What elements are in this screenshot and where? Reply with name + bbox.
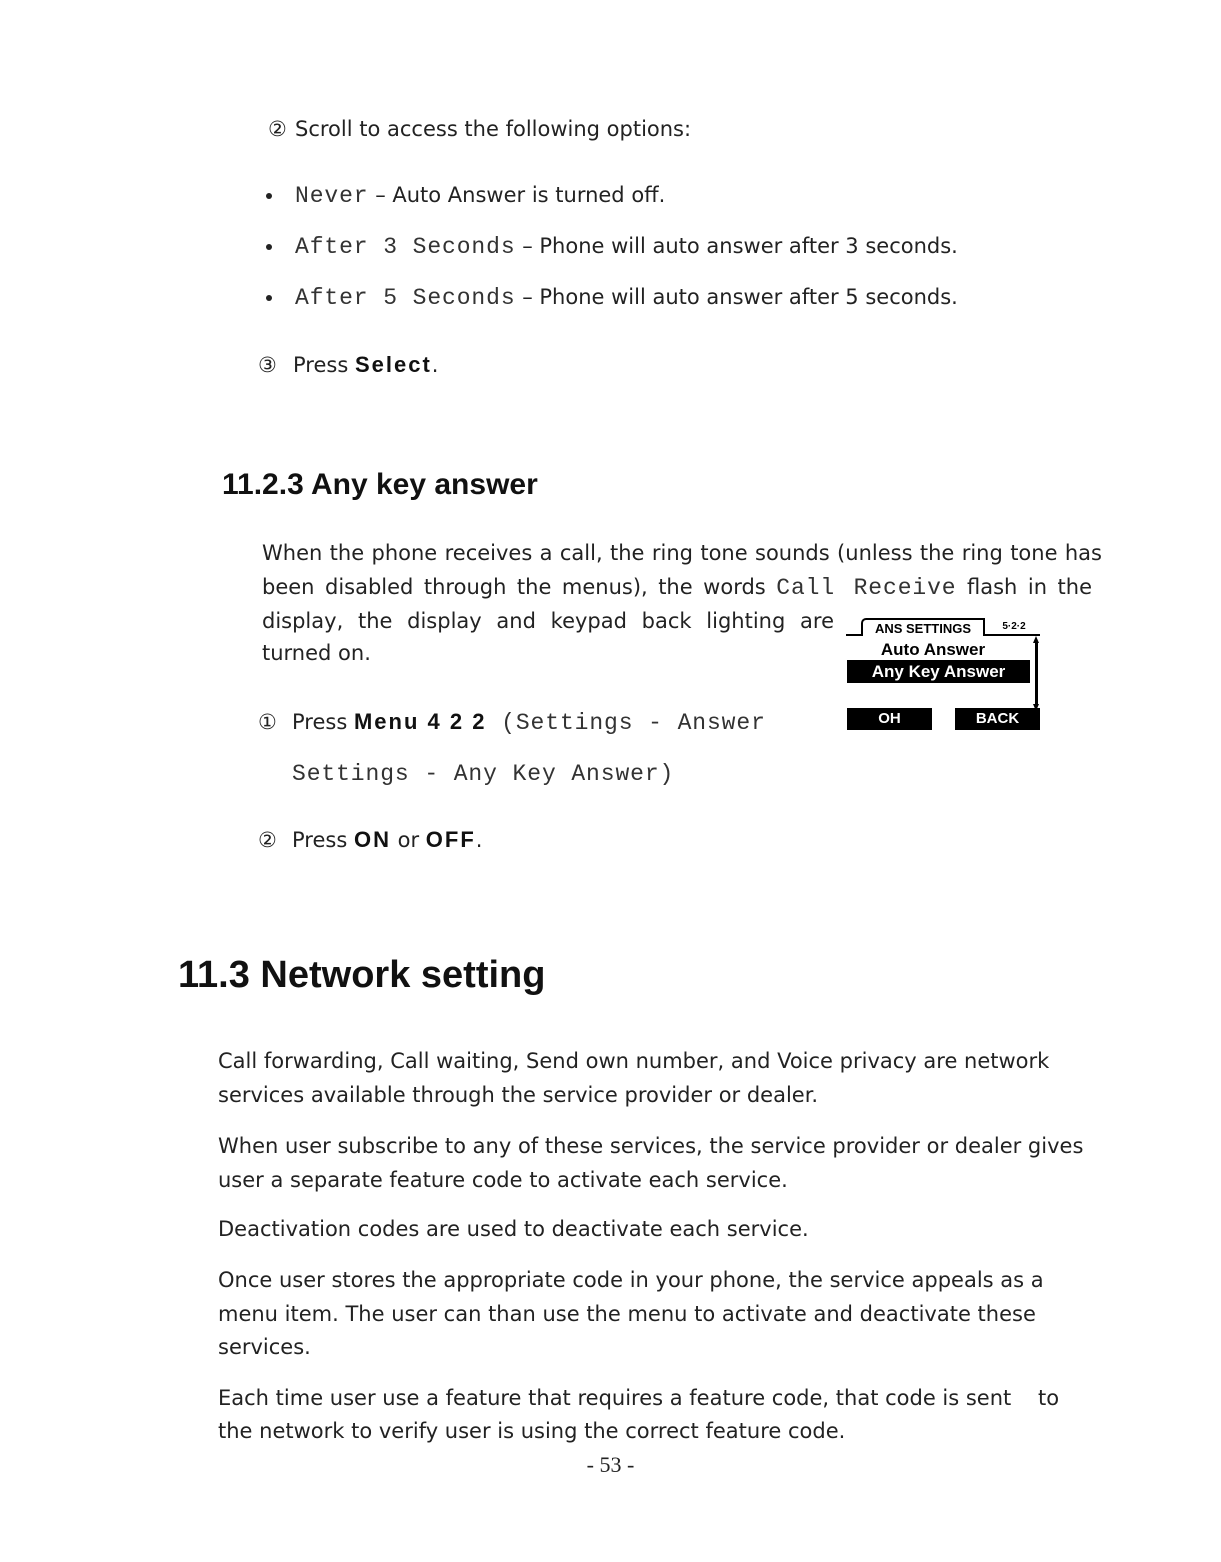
- section-heading-any-key-answer: 11.2.3 Any key answer: [222, 468, 538, 501]
- option-item-never: [264, 178, 665, 212]
- option-item-after-3: [264, 229, 958, 263]
- option-item-after-5: [264, 280, 958, 314]
- bullet-dot: [264, 280, 295, 314]
- paragraph-line: Each time user use a feature that requires a feature code, that code is sent to: [218, 1386, 1060, 1410]
- step-text: Press: [292, 710, 354, 734]
- paragraph-line: user a separate feature code to activate each service.: [218, 1168, 788, 1192]
- menu-path-continued: [292, 756, 674, 790]
- on-off-step: [258, 823, 482, 857]
- display-header-rule: [983, 634, 1040, 636]
- phone-display-illustration: [843, 612, 1045, 734]
- scroll-step: [268, 112, 691, 146]
- intro-line: [262, 570, 1092, 604]
- intro-line: display, the display and keypad back lighting are: [262, 609, 834, 633]
- call-receive-text: Call Receive: [776, 575, 957, 601]
- step-text: or: [390, 828, 426, 852]
- option-description: – Phone will auto answer after 5 seconds.: [515, 285, 958, 309]
- option-code: After 3 Seconds: [295, 234, 516, 260]
- menu-path: Settings - Any Key Answer): [292, 761, 675, 787]
- paragraph-line: services available through the service provider or dealer.: [218, 1083, 819, 1107]
- step-text: .: [431, 353, 439, 377]
- step-number: ②: [268, 117, 287, 141]
- display-menu-item: Auto Answer: [880, 640, 986, 659]
- step-text: .: [475, 828, 483, 852]
- step-text: Scroll to access the following options:: [295, 117, 692, 141]
- paragraph-line: Once user stores the appropriate code in your phone, the service appeals as a: [218, 1268, 1044, 1292]
- display-softkey-right: BACK: [955, 708, 1040, 730]
- display-softkey-left: OH: [847, 708, 932, 730]
- display-menu-code: 5·2·2: [1002, 621, 1026, 632]
- key-name-off: OFF: [425, 827, 476, 852]
- paragraph-line: menu item. The user can than use the menu to activate and deactivate these: [218, 1302, 1036, 1326]
- intro-text: flash in the: [956, 575, 1092, 599]
- option-description: – Phone will auto answer after 3 seconds.: [515, 234, 958, 258]
- key-name-on: ON: [353, 827, 391, 852]
- paragraph-line: When user subscribe to any of these services, the service provider or dealer gives: [218, 1134, 1084, 1158]
- key-name: Menu 4 2 2: [353, 709, 487, 734]
- display-header-rule: [846, 634, 862, 636]
- step-number: ②: [258, 828, 277, 852]
- bullet-dot: [264, 229, 295, 263]
- key-name: Select: [354, 352, 432, 377]
- menu-step: [258, 705, 766, 739]
- step-number: ①: [258, 710, 277, 734]
- section-heading-network-setting: 11.3 Network setting: [178, 954, 546, 996]
- paragraph-line: Call forwarding, Call waiting, Send own number, and Voice privacy are network: [218, 1049, 1050, 1073]
- menu-path: (Settings - Answer: [486, 710, 766, 736]
- display-menu-item-selected: Any Key Answer: [847, 660, 1030, 683]
- step-text: Press: [292, 828, 354, 852]
- intro-line: When the phone receives a call, the ring tone sounds (unless the ring tone has: [262, 541, 1102, 565]
- option-code: After 5 Seconds: [295, 285, 516, 311]
- select-step: [258, 348, 438, 382]
- paragraph-line: Deactivation codes are used to deactivate each service.: [218, 1217, 809, 1241]
- paragraph-line: services.: [218, 1335, 311, 1359]
- intro-line: turned on.: [262, 641, 371, 665]
- paragraph-line: the network to verify user is using the correct feature code.: [218, 1419, 846, 1443]
- step-number: ③: [258, 353, 277, 377]
- display-scrollbar: [1035, 642, 1038, 705]
- step-text: Press: [293, 353, 355, 377]
- intro-text: been disabled through the menus), the words: [262, 575, 777, 599]
- page-number: - 53 -: [586, 1452, 635, 1477]
- option-description: – Auto Answer is turned off.: [368, 183, 666, 207]
- display-title: ANS SETTINGS: [861, 618, 985, 636]
- option-code: Never: [295, 183, 369, 209]
- bullet-dot: [264, 178, 295, 212]
